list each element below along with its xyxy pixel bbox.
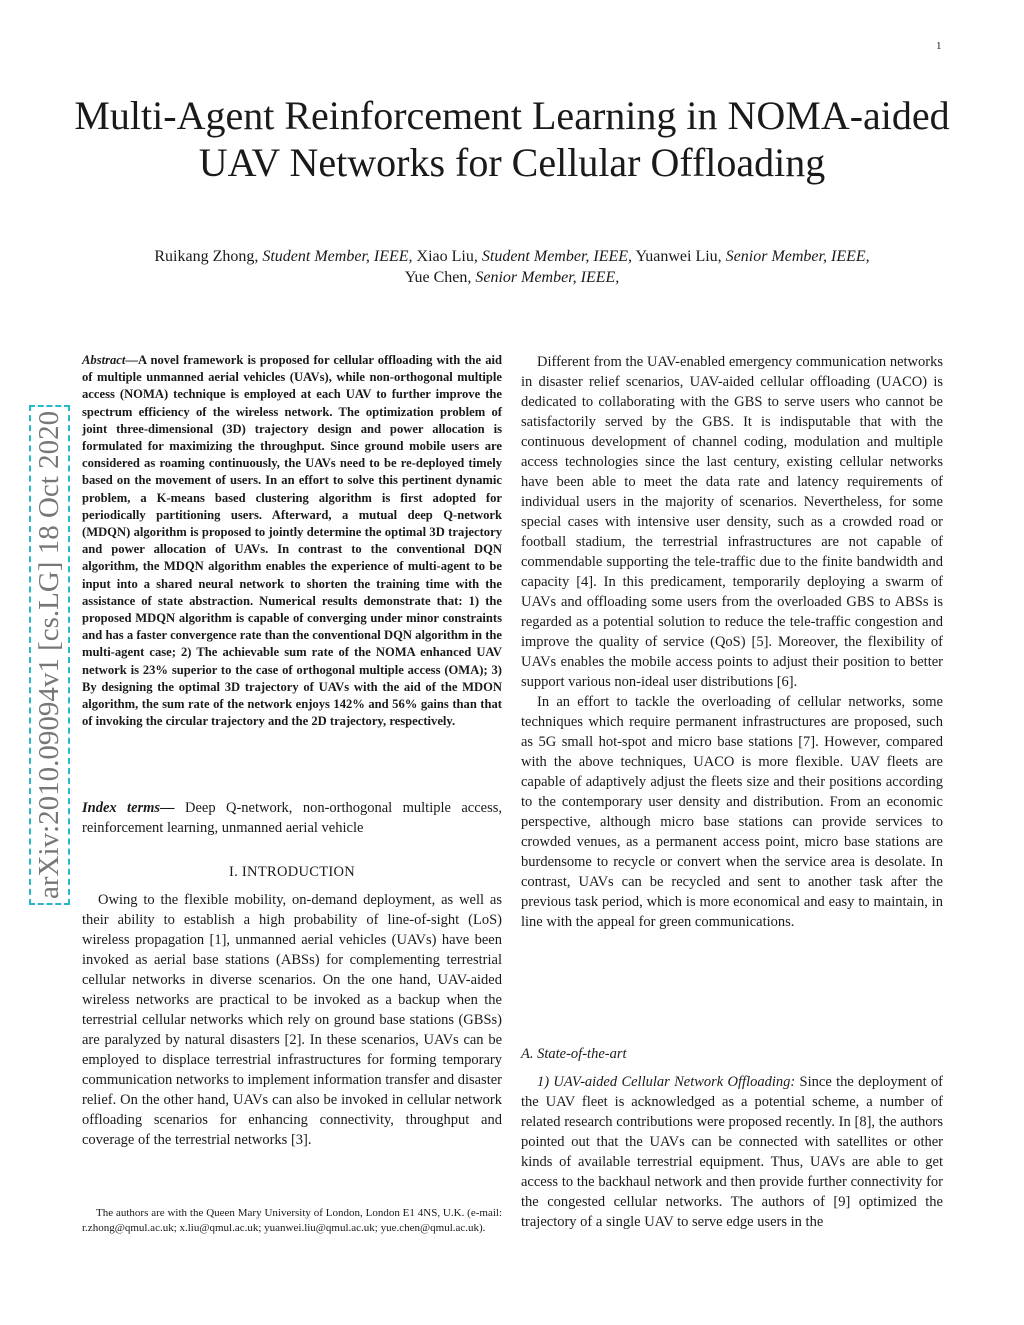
author-role: Senior Member, IEEE,	[475, 269, 620, 286]
paragraph: In an effort to tackle the overloading of cellular networks, some techniques which require permanent infrastructures are proposed, such as 5G small hot-spot and micro base stations [7]. However, compared with the above techniques, UACO is more flexible. UAV fleets are capable of adaptively adjust the fleets size and their positions according to the contemporary user density and distribution. From an economic perspective, although micro base stations can provide services to crowded venues, as a permanent access point, micro base stations are burdensome to recycle or convert when the service area is desolate. In contrast, UAVs can be recycled and sent to another task after the previous task period, which is more economical and easy to maintain, in line with the appeal for green communications.	[521, 694, 943, 930]
paragraph: Different from the UAV-enabled emergency communication networks in disaster relief scenarios, UAV-aided cellular offloading (UACO) is dedicated to collaborating with the GBS to serve users who cannot be satisfactorily served by the GBS. It is indisputable that with the continuous development of channel coding, modulation and multiple access technologies since the last century, existing cellular networks have been able to meet the data rate and latency requirements of individual users in the majority of scenarios. Nevertheless, for some special cases with intensive user density, such as a crowded road or football stadium, the terrestrial infrastructures are not capable of commendable supporting the tele-traffic due to the finite bandwidth and capacity [4]. In this predicament, temporarily deploying a swarm of UAVs and offloading some users from the overloaded GBS to ABSs is regarded as a potential solution to reduce the tele-traffic congestion and improve the quality of service (QoS) [5]. Moreover, the flexibility of UAVs enables the mobile access points to adjust their position to better support various non-ideal user distributions [6].	[521, 354, 943, 690]
author-name: Yuanwei Liu,	[635, 248, 722, 265]
paragraph-text: Since the deployment of the UAV fleet is acknowledged as a potential scheme, a number of related research contributions were proposed recently. In [8], the authors pointed out that the UAVs can be connected with satellites or other kinds of available terrestrial equipment. Thus, UAVs are able to get access to the backhaul network and then provide further connectivity for the congested cellular networks. The authors of [9] optimized the trajectory of a single UAV to serve edge users in the	[521, 1074, 944, 1230]
introduction-right-column	[521, 352, 943, 932]
subsubsection-heading: 1) UAV-aided Cellular Network Offloading:	[537, 1074, 796, 1090]
section-heading-introduction: I. INTRODUCTION	[228, 864, 356, 880]
introduction-left-column	[82, 890, 502, 1150]
author-name: Ruikang Zhong,	[154, 248, 259, 265]
index-terms-label: Index terms—	[82, 800, 175, 816]
author-line-1	[60, 246, 964, 267]
author-name: Xiao Liu,	[416, 248, 478, 265]
author-line-2	[60, 267, 964, 288]
footnote-text: The authors are with the Queen Mary University of London, London E1 4NS, U.K. (e-mail: r.zhong@qmul.ac.uk; x.liu@qmul.ac.uk; yuanwei.liu@qmul.ac.uk; yue.chen@qmul.ac.uk).	[82, 1207, 502, 1234]
abstract	[82, 352, 502, 730]
subsection-heading: A. State-of-the-art	[521, 1046, 627, 1062]
author-role: Senior Member, IEEE,	[725, 248, 870, 265]
paragraph	[521, 1072, 943, 1232]
page-number: 1	[936, 40, 942, 52]
paragraph: Owing to the flexible mobility, on-demand deployment, as well as their ability to establish a high probability of line-of-sight (LoS) wireless propagation [1], unmanned aerial vehicles (UAVs) have been invoked as aerial base stations (ABSs) for complementing terrestrial cellular networks in diverse scenarios. On the one hand, UAV-aided wireless networks are practical to be invoked as a backup when the terrestrial cellular networks which rely on ground base stations (GBSs) are paralyzed by natural disasters [2]. In these scenarios, UAVs can be employed to displace terrestrial infrastructures for forming temporary communication networks to implement information transfer and disaster relief. On the other hand, UAVs can also be invoked in cellular network offloading scenarios for enhancing connectivity, throughput and coverage of the terrestrial networks [3].	[82, 892, 502, 1148]
author-name: Yue Chen,	[404, 269, 472, 286]
author-list	[60, 246, 964, 288]
author-role: Student Member, IEEE,	[262, 248, 413, 265]
index-terms-text: Deep Q-network, non-orthogonal multiple access, reinforcement learning, unmanned aerial vehicle	[82, 800, 502, 836]
abstract-label: Abstract	[82, 353, 126, 367]
index-terms	[82, 798, 502, 838]
arxiv-stamp[interactable]: arXiv:2010.09094v1 [cs.LG] 18 Oct 2020	[29, 405, 70, 905]
paper-title: Multi-Agent Reinforcement Learning in NOMA-aided UAV Networks for Cellular Offloading	[74, 93, 950, 185]
author-footnote	[82, 1206, 502, 1236]
state-of-the-art-text	[521, 1072, 943, 1232]
abstract-text: —A novel framework is proposed for cellular offloading with the aid of multiple unmanned aerial vehicles (UAVs), while non-orthogonal multiple access (NOMA) technique is employed at each UAV to further improve the spectrum efficiency of the wireless network. The optimization problem of joint three-dimensional (3D) trajectory design and power allocation is formulated for maximizing the throughput. Since ground mobile users are considered as roaming continuously, the UAVs need to be re-deployed timely based on the movement of users. In an effort to solve this pertinent dynamic problem, a K-means based clustering algorithm is first adopted for periodically partitioning users. Afterward, a mutual deep Q-network (MDQN) algorithm is proposed to jointly determine the optimal 3D trajectory and power allocation of UAVs. In contrast to the conventional DQN algorithm, the MDQN algorithm enables the experience of multi-agent to be input into a shared neural network to shorten the training time with the assistance of state abstraction. Numerical results demonstrate that: 1) the proposed MDQN algorithm is capable of converging under minor constraints and has a faster convergence rate than the conventional DQN algorithm in the multi-agent case; 2) The achievable sum rate of the NOMA enhanced UAV network is 23% superior to the case of orthogonal multiple access (OMA); 3) By designing the optimal 3D trajectory of UAVs with the aid of the MDON algorithm, the sum rate of the network enjoys 142% and 56% gains than that of invoking the circular trajectory and the 2D trajectory, respectively.	[82, 353, 502, 729]
author-role: Student Member, IEEE,	[481, 248, 633, 265]
